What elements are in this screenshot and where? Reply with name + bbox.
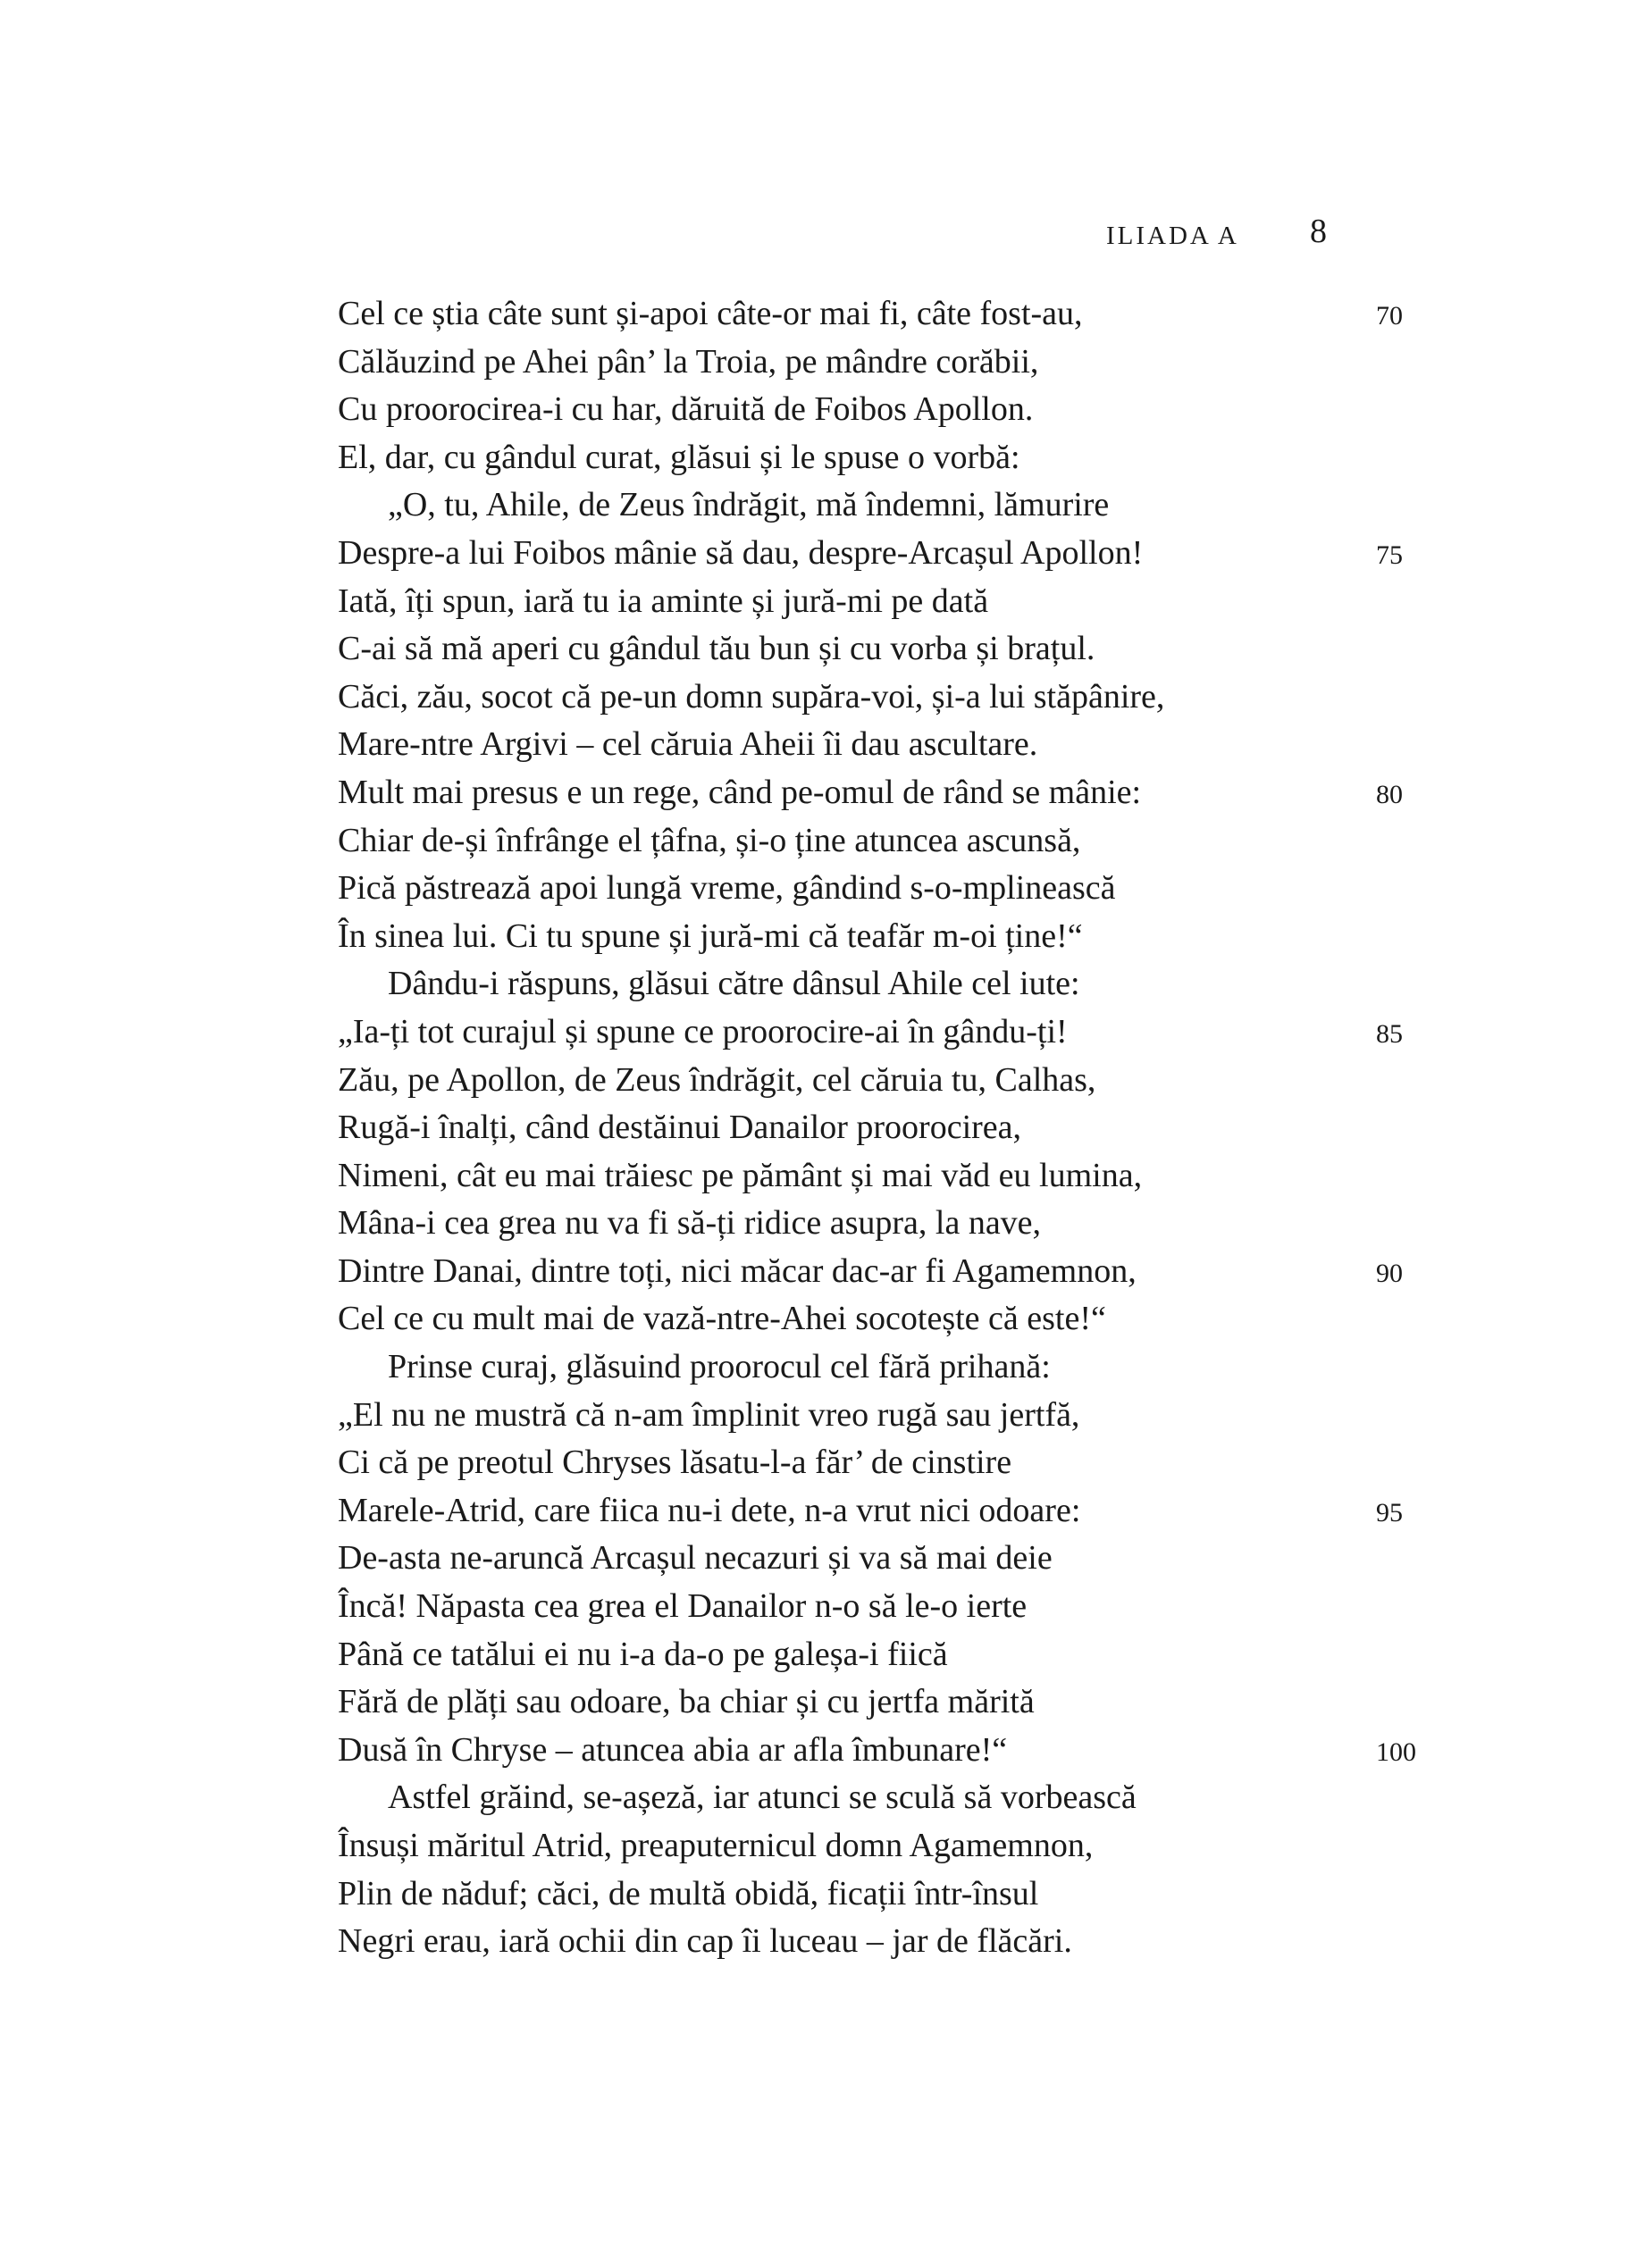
verse-line bbox=[338, 1152, 1446, 1201]
verse-line bbox=[338, 721, 1446, 769]
verse-line bbox=[338, 1295, 1446, 1343]
verse-text: Pică păstrează apoi lungă vreme, gândind s-o-mplinească bbox=[338, 869, 1116, 908]
verse-line bbox=[338, 960, 1446, 1008]
verse-text: De-asta ne-aruncă Arcașul necazuri și va să mai deie bbox=[338, 1539, 1053, 1578]
verse-text: Mâna-i cea grea nu va fi să-ți ridice asupra, la nave, bbox=[338, 1204, 1042, 1243]
verse-line bbox=[338, 1343, 1446, 1392]
line-number: 95 bbox=[1376, 1497, 1403, 1527]
verse-text: Cel ce cu mult mai de vază-ntre-Ahei socotește că este!“ bbox=[338, 1300, 1106, 1338]
page-number: 8 bbox=[1310, 213, 1327, 250]
verse-line bbox=[338, 913, 1446, 961]
verse-line bbox=[338, 1870, 1446, 1919]
line-number: 70 bbox=[1376, 301, 1403, 331]
verse-line bbox=[338, 1248, 1446, 1296]
verse-text: Marele-Atrid, care fiica nu-i dete, n-a vrut nici odoare: bbox=[338, 1491, 1081, 1529]
verse-text: Plin de năduf; căci, de multă obidă, ficații într-însul bbox=[338, 1874, 1039, 1912]
verse-line bbox=[338, 481, 1446, 530]
verse-text: „O, tu, Ahile, de Zeus îndrăgit, mă îndemni, lămurire bbox=[388, 486, 1110, 524]
line-number: 85 bbox=[1376, 1018, 1403, 1049]
verse-text: Până ce tatălui ei nu i-a da-o pe galeșa-i fiică bbox=[338, 1635, 948, 1673]
line-number: 100 bbox=[1376, 1737, 1416, 1767]
verse-text: Iată, îți spun, iară tu ia aminte și jură-mi pe dată bbox=[338, 582, 989, 620]
verse-text: Încă! Năpasta cea grea el Danailor n-o să le-o ierte bbox=[338, 1587, 1028, 1626]
verse-text: Mult mai presus e un rege, când pe-omul de rând se mânie: bbox=[338, 773, 1142, 811]
poem-text bbox=[338, 290, 1446, 1966]
verse-line bbox=[338, 1583, 1446, 1631]
verse-line bbox=[338, 1439, 1446, 1487]
verse-line bbox=[338, 1200, 1446, 1248]
running-title: ILIADA A bbox=[1106, 222, 1239, 250]
verse-text: Ci că pe preotul Chryses lăsatu-l-a făr’ de cinstire bbox=[338, 1444, 1012, 1482]
verse-text: Rugă-i înalți, când destăinui Danailor proorocirea, bbox=[338, 1109, 1022, 1147]
verse-text: Mare-ntre Argivi – cel căruia Aheii îi dau ascultare. bbox=[338, 725, 1038, 764]
verse-text: Dusă în Chryse – atuncea abia ar afla îmbunare!“ bbox=[338, 1730, 1008, 1769]
verse-line bbox=[338, 1057, 1446, 1105]
verse-line bbox=[338, 1535, 1446, 1583]
running-head bbox=[1072, 205, 1340, 259]
verse-line bbox=[338, 1008, 1446, 1057]
verse-text: Zău, pe Apollon, de Zeus îndrăgit, cel căruia tu, Calhas, bbox=[338, 1060, 1096, 1099]
verse-text: În sinea lui. Ci tu spune și jură-mi că teafăr m-oi ține!“ bbox=[338, 916, 1083, 955]
verse-line bbox=[338, 625, 1446, 674]
verse-line bbox=[338, 674, 1446, 722]
verse-line bbox=[338, 530, 1446, 578]
verse-text: Despre-a lui Foibos mânie să dau, despre-Arcașul Apollon! bbox=[338, 533, 1144, 572]
line-number: 90 bbox=[1376, 1258, 1403, 1288]
verse-line bbox=[338, 290, 1446, 339]
verse-text: Însuși măritul Atrid, preaputernicul domn Agamemnon, bbox=[338, 1827, 1094, 1864]
verse-line bbox=[338, 817, 1446, 866]
verse-line bbox=[338, 1487, 1446, 1536]
verse-text: Cu proorocirea-i cu har, dăruită de Foibos Apollon. bbox=[338, 390, 1034, 429]
verse-line bbox=[338, 1918, 1446, 1966]
verse-line bbox=[338, 1678, 1446, 1727]
verse-line bbox=[338, 386, 1446, 434]
verse-text: Căci, zău, socot că pe-un domn supăra-voi, și-a lui stăpânire, bbox=[338, 677, 1165, 716]
verse-text: Dându-i răspuns, glăsui către dânsul Ahile cel iute: bbox=[388, 965, 1080, 1003]
verse-text: „Ia-ți tot curajul și spune ce proorocire-ai în gându-ți! bbox=[338, 1012, 1068, 1050]
verse-text: Călăuzind pe Ahei pân’ la Troia, pe mândre corăbii, bbox=[338, 342, 1039, 381]
verse-text: Dintre Danai, dintre toți, nici măcar dac-ar fi Agamemnon, bbox=[338, 1251, 1137, 1290]
verse-text: El, dar, cu gândul curat, glăsui și le spuse o vorbă: bbox=[338, 438, 1020, 476]
verse-line bbox=[338, 339, 1446, 387]
verse-text: Prinse curaj, glăsuind proorocul cel fără prihană: bbox=[388, 1348, 1051, 1386]
verse-line bbox=[338, 1727, 1446, 1775]
verse-text: Astfel grăind, se-așeză, iar atunci se sculă să vorbească bbox=[388, 1778, 1137, 1817]
verse-line bbox=[338, 1631, 1446, 1679]
line-number: 80 bbox=[1376, 779, 1403, 809]
verse-line bbox=[338, 1392, 1446, 1440]
verse-text: Chiar de-și înfrânge el țâfna, și-o ține atuncea ascunsă, bbox=[338, 821, 1081, 859]
verse-text: Fără de plăți sau odoare, ba chiar și cu jertfa mărită bbox=[338, 1683, 1035, 1721]
verse-line bbox=[338, 1774, 1446, 1822]
verse-line bbox=[338, 1822, 1446, 1870]
verse-text: Nimeni, cât eu mai trăiesc pe pământ și mai văd eu lumina, bbox=[338, 1156, 1143, 1194]
verse-line bbox=[338, 578, 1446, 626]
verse-line bbox=[338, 769, 1446, 817]
verse-text: „El nu ne mustră că n-am împlinit vreo rugă sau jertfă, bbox=[338, 1395, 1080, 1434]
line-number: 75 bbox=[1376, 540, 1403, 570]
verse-line bbox=[338, 434, 1446, 482]
verse-text: C-ai să mă aperi cu gândul tău bun și cu vorba și brațul. bbox=[338, 630, 1095, 668]
verse-line bbox=[338, 1104, 1446, 1152]
verse-text: Negri erau, iară ochii din cap îi luceau – jar de flăcări. bbox=[338, 1922, 1072, 1961]
verse-text: Cel ce știa câte sunt și-apoi câte-or mai fi, câte fost-au, bbox=[338, 295, 1083, 332]
verse-line bbox=[338, 865, 1446, 913]
